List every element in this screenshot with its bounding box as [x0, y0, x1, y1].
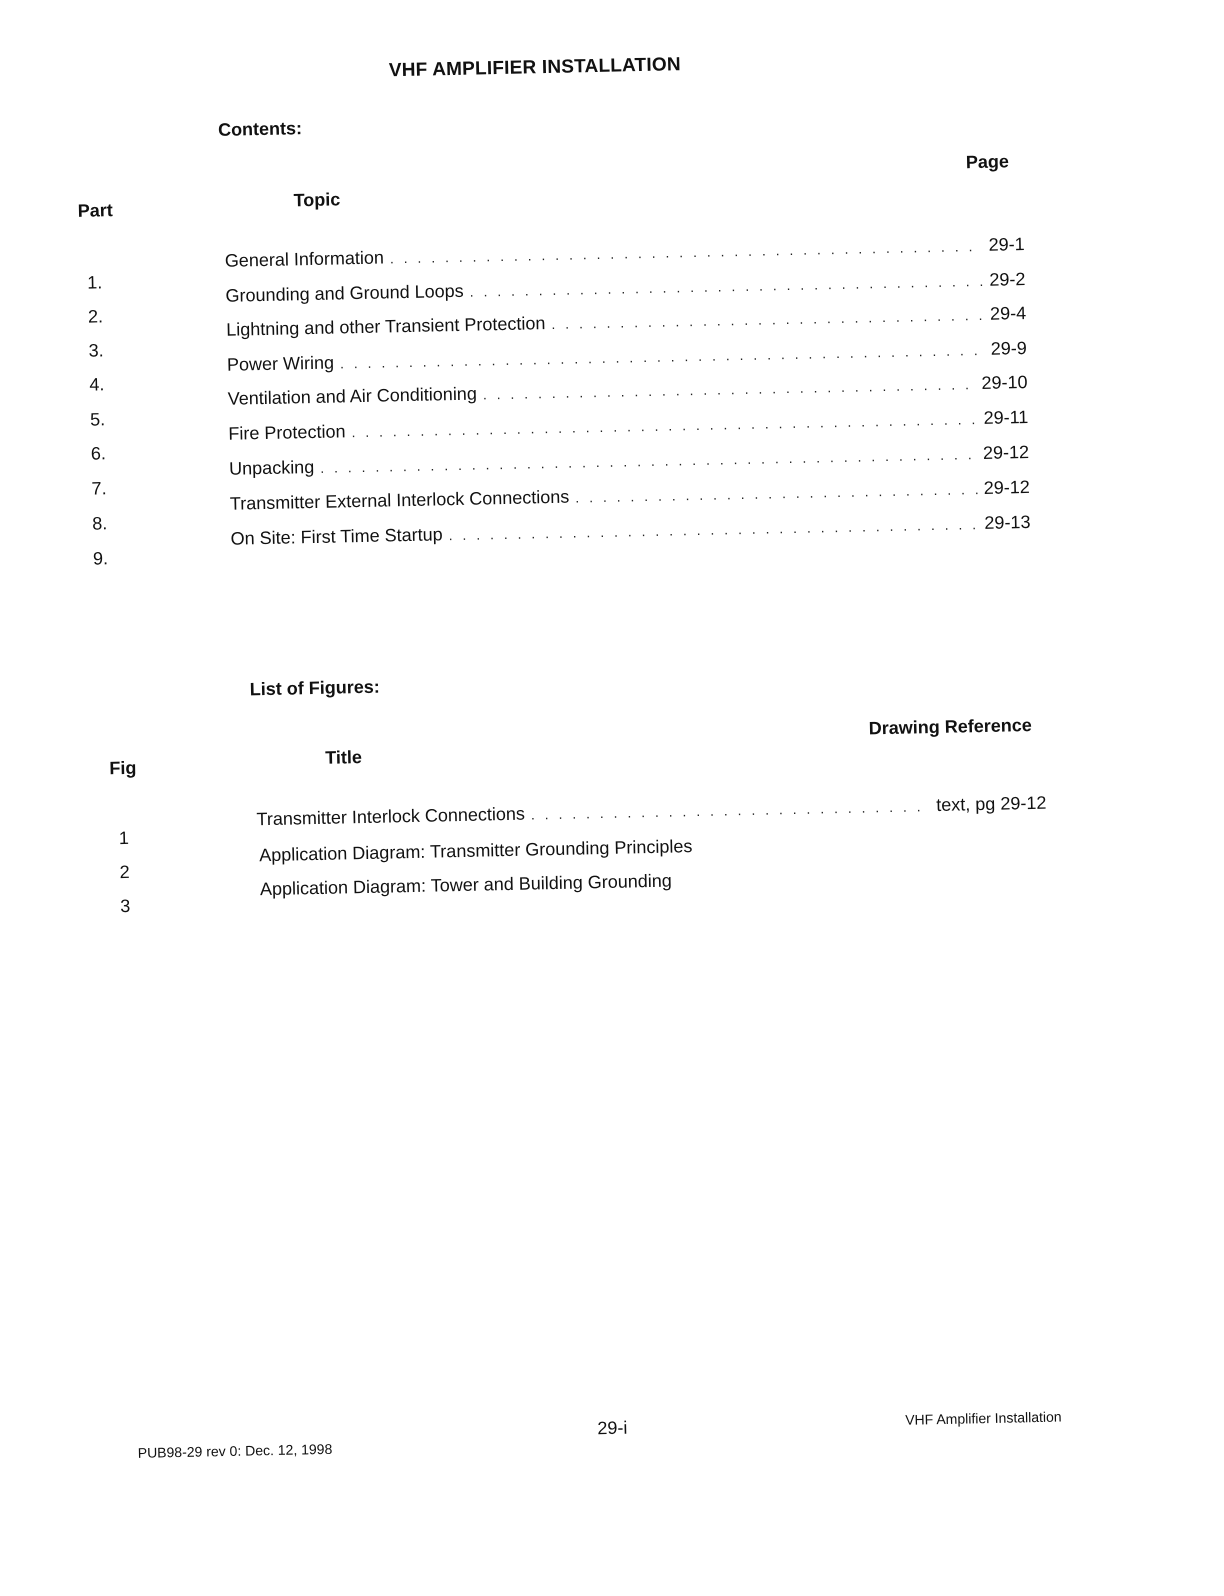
- contents-topic: Lightning and other Transient Protection: [226, 313, 546, 340]
- figures-reference-header: Drawing Reference: [868, 714, 1032, 739]
- contents-part-number: 1.: [87, 272, 103, 293]
- contents-page-number: 29-12: [983, 476, 1030, 498]
- contents-topic: Power Wiring: [226, 352, 335, 375]
- contents-part-number: 9.: [92, 548, 109, 569]
- figure-number: 1: [118, 827, 130, 849]
- contents-row: [228, 407, 1028, 445]
- contents-topic: Unpacking: [228, 456, 315, 479]
- figures-fig-header: Fig: [109, 757, 137, 779]
- figure-number: 2: [119, 861, 130, 883]
- leader-dots: [449, 516, 979, 543]
- contents-page-number: 29-9: [990, 338, 1028, 359]
- contents-part-header: Part: [77, 200, 113, 221]
- footer-page-number: 29-i: [597, 1417, 628, 1439]
- contents-row: [225, 269, 1025, 307]
- contents-topic: Ventilation and Air Conditioning: [227, 383, 478, 409]
- contents-page-number: 29-12: [982, 441, 1030, 463]
- contents-topic: General Information: [224, 247, 385, 271]
- leader-dots: [470, 273, 984, 300]
- figures-heading: List of Figures:: [249, 676, 380, 700]
- leader-dots: [551, 307, 984, 332]
- contents-topic-header: Topic: [293, 189, 341, 211]
- contents-part-number: 8.: [92, 513, 108, 534]
- contents-page-number: 29-13: [984, 511, 1031, 533]
- leader-dots: [320, 446, 977, 476]
- leader-dots: [575, 481, 978, 505]
- contents-part-number: 7.: [91, 478, 107, 499]
- contents-topic: Fire Protection: [228, 421, 346, 444]
- leader-dots: [351, 411, 977, 440]
- figure-row: [256, 793, 1046, 831]
- figure-title: Application Diagram: Transmitter Grounding Principles: [259, 836, 693, 866]
- contents-part-number: 2.: [87, 306, 104, 327]
- contents-topic: Grounding and Ground Loops: [225, 280, 464, 306]
- contents-topic: Transmitter External Interlock Connections: [229, 486, 570, 514]
- contents-page-number: 29-4: [989, 303, 1027, 324]
- figure-title: Transmitter Interlock Connections: [256, 803, 526, 830]
- contents-topic: On Site: First Time Startup: [230, 524, 443, 549]
- leader-dots: [390, 238, 983, 266]
- contents-row: [227, 338, 1027, 376]
- contents-row: [225, 234, 1025, 272]
- figures-title-header: Title: [325, 747, 363, 768]
- contents-row: [230, 512, 1030, 550]
- contents-row: [229, 442, 1029, 480]
- contents-row: [230, 477, 1030, 515]
- leader-dots: [531, 798, 931, 822]
- contents-part-number: 4.: [89, 374, 105, 395]
- contents-page-number: 29-11: [983, 406, 1029, 428]
- leader-dots: [340, 342, 985, 372]
- figure-number: 3: [120, 895, 131, 917]
- contents-part-number: 3.: [88, 340, 104, 361]
- contents-part-number: 5.: [89, 409, 106, 430]
- figure-reference: text, pg 29-12: [936, 792, 1047, 816]
- footer-publication-info: PUB98-29 rev 0: Dec. 12, 1998: [137, 1440, 333, 1461]
- document-title: VHF AMPLIFIER INSTALLATION: [388, 54, 681, 82]
- contents-page-header: Page: [965, 151, 1010, 173]
- footer-document-title: VHF Amplifier Installation: [905, 1408, 1062, 1428]
- contents-heading: Contents:: [217, 118, 303, 140]
- leader-dots: [483, 376, 976, 402]
- contents-row: [226, 303, 1026, 341]
- figure-title: Application Diagram: Tower and Building Grounding: [259, 870, 673, 900]
- contents-page-number: 29-10: [981, 372, 1028, 393]
- contents-row: [227, 372, 1027, 410]
- contents-page-number: 29-2: [989, 269, 1026, 290]
- contents-page-number: 29-1: [988, 234, 1025, 255]
- contents-part-number: 6.: [90, 443, 107, 464]
